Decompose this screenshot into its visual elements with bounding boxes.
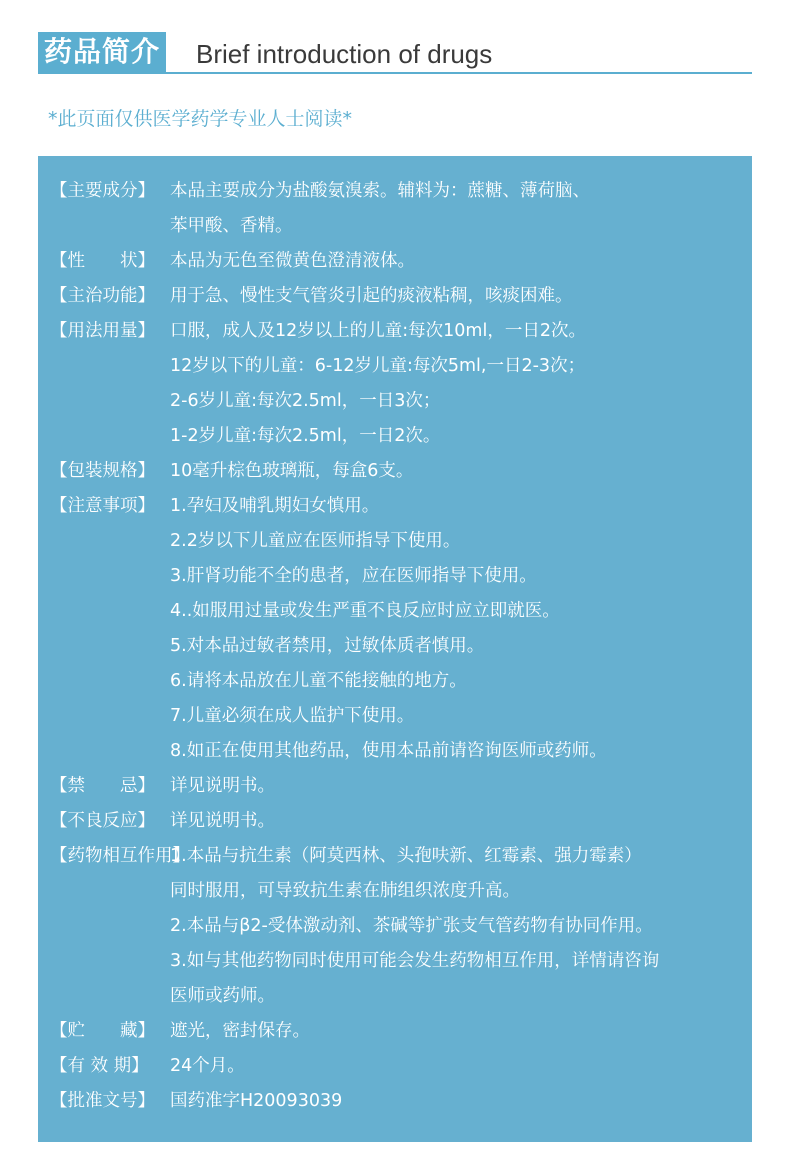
- content-line: 8.如正在使用其他药品，使用本品前请咨询医师或药师。: [170, 741, 607, 761]
- section-label: 【主治功能】: [50, 286, 155, 306]
- info-row: [50, 1049, 745, 1084]
- info-row: [50, 1084, 745, 1119]
- content-line: 同时服用，可导致抗生素在肺组织浓度升高。: [170, 881, 520, 901]
- info-row: [50, 489, 745, 769]
- content-line: 用于急、慢性支气管炎引起的痰液粘稠，咳痰困难。: [170, 286, 573, 306]
- content-line: 苯甲酸、香精。: [170, 216, 293, 236]
- section-content: [170, 769, 745, 804]
- content-line: 4..如服用过量或发生严重不良反应时应立即就医。: [170, 601, 560, 621]
- section-label: 【不良反应】: [50, 811, 155, 831]
- content-line: 医师或药师。: [170, 986, 275, 1006]
- content-line: 国药准字H20093039: [170, 1091, 343, 1111]
- info-row: [50, 1014, 745, 1049]
- content-line: 1.孕妇及哺乳期妇女慎用。: [170, 496, 380, 516]
- info-row: [50, 839, 745, 1014]
- section-content: [170, 1084, 745, 1119]
- drug-info-panel: [38, 156, 752, 1142]
- content-line: 本品为无色至微黄色澄清液体。: [170, 251, 415, 271]
- title-underline: [38, 72, 752, 74]
- section-label: 【批准文号】: [50, 1091, 155, 1111]
- section-label: 【用法用量】: [50, 321, 155, 341]
- section-label: 【有 效 期】: [50, 1056, 149, 1076]
- section-content: [170, 489, 745, 769]
- page-title-english: Brief introduction of drugs: [196, 39, 493, 69]
- section-label: 【贮 藏】: [50, 1021, 155, 1041]
- content-line: 5.对本品过敏者禁用，过敏体质者慎用。: [170, 636, 485, 656]
- section-content: [170, 279, 745, 314]
- info-rows: [50, 174, 745, 1119]
- section-content: [170, 174, 745, 244]
- info-row: [50, 769, 745, 804]
- content-line: 6.请将本品放在儿童不能接触的地方。: [170, 671, 467, 691]
- section-content: [170, 804, 745, 839]
- info-row: [50, 174, 745, 244]
- section-label: 【注意事项】: [50, 496, 155, 516]
- content-line: 3.肝肾功能不全的患者，应在医师指导下使用。: [170, 566, 537, 586]
- section-content: [170, 1049, 745, 1084]
- info-row: [50, 279, 745, 314]
- content-line: 口服，成人及12岁以上的儿童:每次10ml，一日2次。: [170, 321, 586, 341]
- content-line: 2-6岁儿童:每次2.5ml，一日3次；: [170, 391, 441, 411]
- content-line: 12岁以下的儿童：6-12岁儿童:每次5ml,一日2-3次；: [170, 356, 586, 376]
- section-content: [170, 244, 745, 279]
- content-line: 24个月。: [170, 1056, 245, 1076]
- section-label: 【主要成分】: [50, 181, 155, 201]
- content-line: 详见说明书。: [170, 776, 275, 796]
- content-line: 本品主要成分为盐酸氨溴索。辅料为：蔗糖、薄荷脑、: [170, 181, 590, 201]
- section-label: 【药物相互作用】: [50, 846, 190, 866]
- content-line: 2.2岁以下儿童应在医师指导下使用。: [170, 531, 461, 551]
- info-row: [50, 244, 745, 279]
- content-line: 1-2岁儿童:每次2.5ml，一日2次。: [170, 426, 441, 446]
- page-title: 药品简介: [38, 32, 166, 72]
- info-row: [50, 804, 745, 839]
- section-label: 【包装规格】: [50, 461, 155, 481]
- section-label: 【性 状】: [50, 251, 155, 271]
- header: [38, 32, 752, 74]
- info-row: [50, 314, 745, 454]
- content-line: 1.本品与抗生素（阿莫西林、头孢呋新、红霉素、强力霉素）: [170, 846, 642, 866]
- content-line: 3.如与其他药物同时使用可能会发生药物相互作用，详情请咨询: [170, 951, 660, 971]
- content-line: 遮光，密封保存。: [170, 1021, 310, 1041]
- section-content: [170, 454, 745, 489]
- content-line: 7.儿童必须在成人监护下使用。: [170, 706, 415, 726]
- section-content: [170, 314, 745, 454]
- content-line: 2.本品与β2-受体激动剂、茶碱等扩张支气管药物有协同作用。: [170, 916, 653, 936]
- content-line: 详见说明书。: [170, 811, 275, 831]
- section-content: [170, 1014, 745, 1049]
- professional-notice: *此页面仅供医学药学专业人士阅读*: [48, 108, 353, 130]
- section-content: [170, 839, 745, 1014]
- info-row: [50, 454, 745, 489]
- content-line: 10毫升棕色玻璃瓶，每盒6支。: [170, 461, 414, 481]
- section-label: 【禁 忌】: [50, 776, 155, 796]
